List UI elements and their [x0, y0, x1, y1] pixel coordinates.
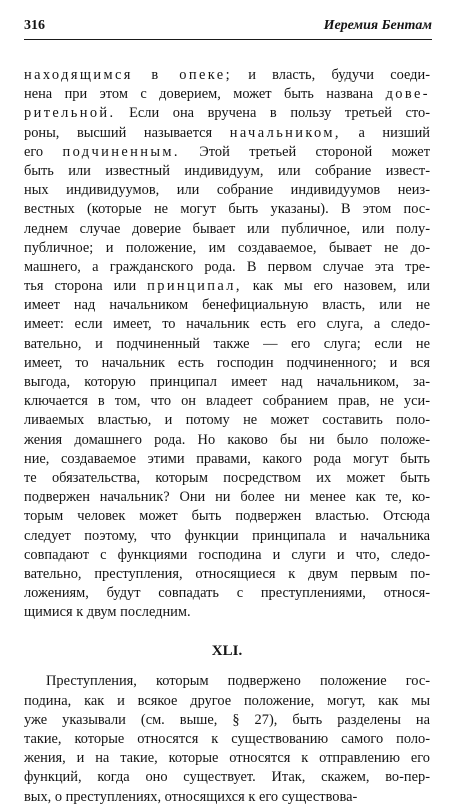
text-line — [24, 730, 430, 749]
text-line — [24, 565, 430, 584]
text-run: имеет, то начальник есть господин подчиненного; и вся — [24, 354, 430, 371]
text-line — [24, 239, 430, 258]
page-number: 316 — [24, 18, 45, 33]
text-line — [24, 66, 430, 85]
text-run: машнего, а гражданского рода. В первом случае эта тре- — [24, 258, 430, 275]
text-run: нена при этом с доверием, может быть названа — [24, 86, 386, 103]
header-rule — [24, 39, 432, 40]
text-run: щимися к двум последним. — [24, 604, 191, 621]
text-line — [24, 527, 430, 546]
text-run: имеет: если имеет, то начальник есть его слуга, а следо- — [24, 316, 430, 333]
spaced-term: начальником, — [229, 124, 341, 141]
text-line — [24, 315, 430, 334]
text-line — [24, 469, 430, 488]
text-run: вестных (которые не могут быть указаны). В этом пос- — [24, 201, 430, 218]
text-line — [24, 335, 430, 354]
text-line — [24, 220, 430, 239]
text-run: а низший — [340, 124, 430, 141]
text-run: функций, когда оно существует. Итак, скажем, во-пер- — [24, 769, 430, 786]
spaced-term: находящимся в опеке; — [24, 67, 232, 83]
text-line — [24, 788, 430, 807]
text-run: торым человек может быть подвержен властью. Отсюда — [24, 508, 430, 525]
text-line — [24, 373, 430, 392]
spaced-term: дове- — [385, 86, 430, 103]
text-run: те обязательства, которым посредством их может быть — [24, 469, 430, 486]
spaced-term: подчиненным. — [62, 143, 180, 160]
text-run: жения домашнего рода. Но каково бы ни было положе- — [24, 431, 430, 448]
text-run: ложениям, будут совпадать с преступлениями, относя- — [24, 585, 430, 602]
spaced-term: рительной. — [24, 105, 116, 122]
text-line — [24, 431, 430, 450]
text-run: совпадают с функциями господина и слуги и что, следо- — [24, 546, 430, 563]
page-header — [24, 14, 432, 40]
text-run: вых, о преступлениях, относящихся к его существова- — [24, 788, 358, 805]
text-line — [24, 488, 430, 507]
text-line — [24, 603, 430, 622]
text-line — [24, 450, 430, 469]
text-line — [24, 584, 430, 603]
text-line — [24, 672, 430, 691]
text-run: ние, создаваемое этими правами, какого рода могут быть — [24, 450, 430, 467]
text-line — [24, 296, 430, 315]
text-line — [24, 181, 430, 200]
text-run: публичное; и положение, им создаваемое, бывает не до- — [24, 239, 430, 256]
text-run: ключается в том, что он владеет собранием прав, не уси- — [24, 393, 430, 410]
text-line — [24, 711, 430, 730]
text-line — [24, 200, 430, 219]
section-heading: XLI. — [211, 643, 243, 660]
text-run: леднем случае доверие бывает или публичное, или полу- — [24, 220, 430, 237]
text-line — [24, 85, 430, 104]
text-run: уже указывали (см. выше, § 27), быть разделены на — [24, 711, 430, 728]
text-line — [24, 392, 430, 411]
text-run: быть или известный индивидуум, или собрание извест- — [24, 162, 430, 179]
running-title: Иеремия Бентам — [323, 18, 432, 33]
text-run: как мы его назовем, или — [241, 278, 430, 295]
text-run: такие, которые относятся к существованию самого поло- — [24, 731, 430, 747]
text-run: имеет над начальником бенефициальную власть, или не — [24, 297, 430, 314]
text-line — [24, 749, 430, 768]
text-run: и власть, будучи соеди- — [231, 67, 430, 83]
text-line — [24, 162, 430, 181]
text-line — [24, 277, 430, 296]
text-run: жения, и на такие, которые относятся к отправлению его — [24, 750, 430, 767]
text-run: подина, как и всякое другое положение, могут, как мы — [24, 692, 430, 709]
text-run: выгода, которую принципал имеет над начальником, за- — [24, 374, 430, 390]
text-run: тья сторона или — [24, 278, 148, 295]
text-line — [24, 692, 430, 711]
text-run: следует поэтому, что функции принципала и начальника — [24, 527, 430, 544]
text-run: вательно, преступления, относящиеся к двум первым по- — [24, 565, 430, 582]
text-line — [24, 258, 430, 277]
paragraph-1 — [24, 66, 430, 622]
text-run: вательно, и подчиненный также — его слуга; если не — [24, 335, 430, 352]
text-line — [24, 124, 430, 143]
text-line — [24, 354, 430, 373]
text-line — [24, 768, 430, 787]
text-line — [24, 546, 430, 565]
paragraph-2 — [24, 672, 430, 806]
text-run: роны, высший называется — [24, 124, 230, 141]
text-run: ных индивидуумов, или собрание индивидуумов неиз- — [24, 182, 430, 199]
text-line — [24, 507, 430, 526]
spaced-term: принципал, — [147, 278, 242, 295]
text-run: подвержен начальник? Они ни более ни менее как те, ко- — [24, 489, 430, 506]
text-run: Этой третьей стороной может — [179, 143, 430, 160]
text-line — [24, 104, 430, 123]
text-line — [24, 411, 430, 430]
text-run: Если она вручена в пользу третьей сто- — [115, 105, 430, 122]
text-run: ливаемых властью, и потому не может составить поло- — [24, 412, 430, 429]
text-run: Преступления, которым подвержено положение гос- — [46, 673, 430, 690]
text-run: его — [24, 143, 63, 160]
page-body — [24, 66, 430, 807]
text-line — [24, 143, 430, 162]
